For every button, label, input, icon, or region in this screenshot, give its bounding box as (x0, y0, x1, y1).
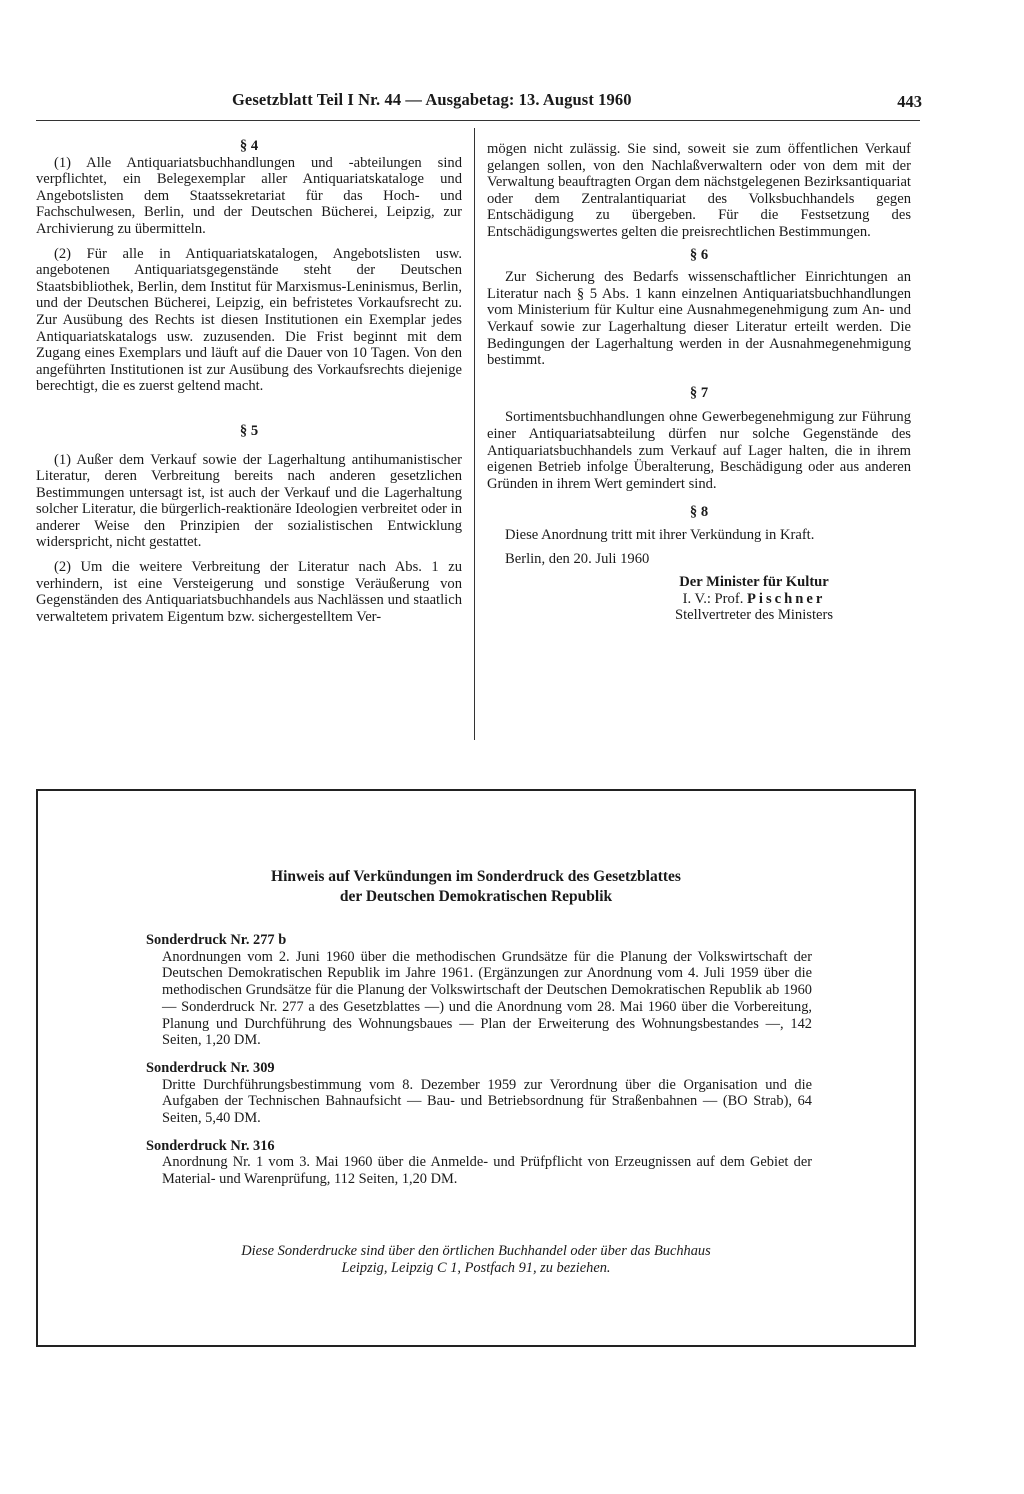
special-print-notice-box (36, 789, 916, 1347)
special-print-text: Anordnung Nr. 1 vom 3. Mai 1960 über die Anmelde- und Prüfpflicht von Erzeugnissen auf dem Gebiet der Material- und Warenprüfung, 112 Seiten, 1,20 DM. (162, 1154, 812, 1188)
section-4-heading: § 4 (239, 138, 259, 154)
special-print-text: Dritte Durchführungsbestimmung vom 8. Dezember 1959 zur Verordnung über die Organisation und die Aufgaben der Technischen Bahnaufsicht — Bau- und Betriebsordnung für Straßenbahnen — (BO Strab), 64 Seiten, 5,40 DM. (162, 1076, 812, 1127)
signature-role: Stellvertreter des Ministers (674, 607, 834, 624)
special-print-text: Anordnungen vom 2. Juni 1960 über die methodischen Grundsätze für die Planung der Volkswirtschaft der Deutschen Demokratischen Republik im Jahre 1961. (Ergänzungen zur Anordnung vom 4. Juli 1959 über die methodischen Grundsätze für die Planung der Volkswirtschaft der Deutschen Demokratischen Republik ab 1960 — Sonderdruck Nr. 277 a des Gesetzblattes —) und die Anordnung vom 28. Mai 1960 über die Vorbereitung, Planung und Durchführung des Wohnungsbaues — Plan der Erweiterung des Wohnungsbestandes —, 142 Seiten, 1,20 DM. (162, 948, 812, 1049)
notice-title-line-1: Hinweis auf Verkündungen im Sonderdruck des Gesetzblattes (271, 868, 681, 885)
header-rule (36, 120, 920, 121)
right-column (487, 141, 911, 624)
section-6-paragraph: Zur Sicherung des Bedarfs wissenschaftlicher Einrichtungen an Literatur nach § 5 Abs. 1 kann einzelnen Antiquariatsbuchhandlungen vom Ministerium für Kultur eine Ausnahmegenehmigung zum An- und Verkauf sowie zur Lagerhaltung dieser Literatur erteilt werden. Die Bedingungen der Lagerhaltung werden in der Ausnahmegenehmigung bestimmt. (487, 269, 911, 369)
section-7-paragraph: Sortimentsbuchhandlungen ohne Gewerbegenehmigung zur Führung einer Antiquariatsabteilung dürfen nur solche Gegenstände des Antiquariatsbuchhandels zum Verkauf auf Lager halten, die in ihrem eigenen Betrieb infolge Überalterung, Beschädigung oder aus anderen Gründen in ihrem Wert gemindert sind. (487, 409, 911, 492)
column-divider (474, 128, 475, 740)
section-8-paragraph: Diese Anordnung tritt mit ihrer Verkündung in Kraft. (505, 526, 815, 543)
notice-title-line-2: der Deutschen Demokratischen Republik (339, 888, 613, 905)
section-5-paragraph-1: (1) Außer dem Verkauf sowie der Lagerhaltung antihumanistischer Literatur, deren Verbreitung bereits nach anderen gesetzlichen Bestimmungen untersagt ist, ist auch der Verkauf und die Lagerhaltung solcher Literatur, die bürgerlich-reaktionäre Ideologien verbreitet oder in anderer Weise den Prinzipien der sozialistischen Entwicklung widerspricht, nicht gestattet. (36, 451, 462, 551)
section-6-heading: § 6 (689, 246, 709, 263)
special-print-heading: Sonderdruck Nr. 309 (146, 1059, 275, 1076)
section-8-heading: § 8 (689, 504, 709, 521)
section-7-heading: § 7 (689, 384, 709, 401)
notice-footer-line-1: Diese Sonderdrucke sind über den örtlichen Buchhandel oder über das Buchhaus (241, 1243, 711, 1259)
signature-minister: Der Minister für Kultur (679, 574, 829, 591)
signature-prefix: I. V.: Prof. (682, 590, 744, 607)
section-5-continuation: mögen nicht zulässig. Sie sind, soweit sie zum öffentlichen Verkauf gelangen sollen, von den Nachlaßverwaltern oder von dem mit der Verwaltung beauftragten Organ dem nächstgelegenen Bezirksantiquariat oder dem Zentralantiquariat des Volksbuchhandels gegen Entschädigung zu übergeben. Für die Festsetzung des Entschädigungswertes gelten die preisrechtlichen Bestimmungen. (487, 141, 911, 240)
page-number: 443 (897, 92, 922, 111)
section-4-paragraph-1: (1) Alle Antiquariatsbuchhandlungen und -abteilungen sind verpflichtet, ein Belegexemplar aller Antiquariatskataloge und Angebotslisten dem Staatssekretariat für das Hoch- und Fachschulwesen, Berlin, und der Deutschen Bücherei, Leipzig, zur Archivierung zu übermitteln. (36, 154, 462, 237)
signature-name-line (487, 591, 911, 608)
gazette-title: Gesetzblatt Teil I Nr. 44 — Ausgabetag: 13. August 1960 (232, 90, 632, 109)
section-5-heading: § 5 (239, 422, 259, 439)
notice-title (38, 867, 914, 907)
section-5-paragraph-2: (2) Um die weitere Verbreitung der Literatur nach Abs. 1 zu verhindern, ist eine Versteigerung und sonstige Veräußerung von Gegenständen des Antiquariatsbuchhandels aus Nachlässen und staatlich verwaltetem privatem Eigentum bzw. sichergestelltem Ver- (36, 559, 462, 625)
left-column (36, 138, 462, 625)
special-print-heading: Sonderdruck Nr. 277 b (146, 932, 287, 948)
notice-body (146, 932, 812, 1199)
page-header (232, 90, 922, 116)
signature-date: Berlin, den 20. Juli 1960 (505, 551, 650, 568)
section-4-paragraph-2: (2) Für alle in Antiquariatskatalogen, Angebotslisten usw. angebotenen Antiquariatsgegenstände steht der Deutschen Staatsbibliothek, Berlin, dem Institut für Marxismus-Leninismus, Berlin, und der Deutschen Bücherei, Leipzig, ein befristetes Vorkaufsrecht zu. Zur Ausübung des Rechts ist diesen Institutionen ein Exemplar jedes Antiquariatskatalogs usw. zuzusenden. Die Frist beginnt mit dem Zugang eines Exemplars und läuft auf die Dauer von 10 Tagen. Von den angeführten Institutionen ist zur Ausübung des Vorkaufsrechts diejenige berechtigt, die es zuerst geltend macht. (36, 245, 462, 395)
special-print-heading: Sonderdruck Nr. 316 (146, 1137, 275, 1154)
signature-name: Pischner (747, 590, 826, 607)
notice-footer (38, 1243, 914, 1277)
notice-footer-line-2: Leipzig, Leipzig C 1, Postfach 91, zu beziehen. (341, 1260, 611, 1276)
